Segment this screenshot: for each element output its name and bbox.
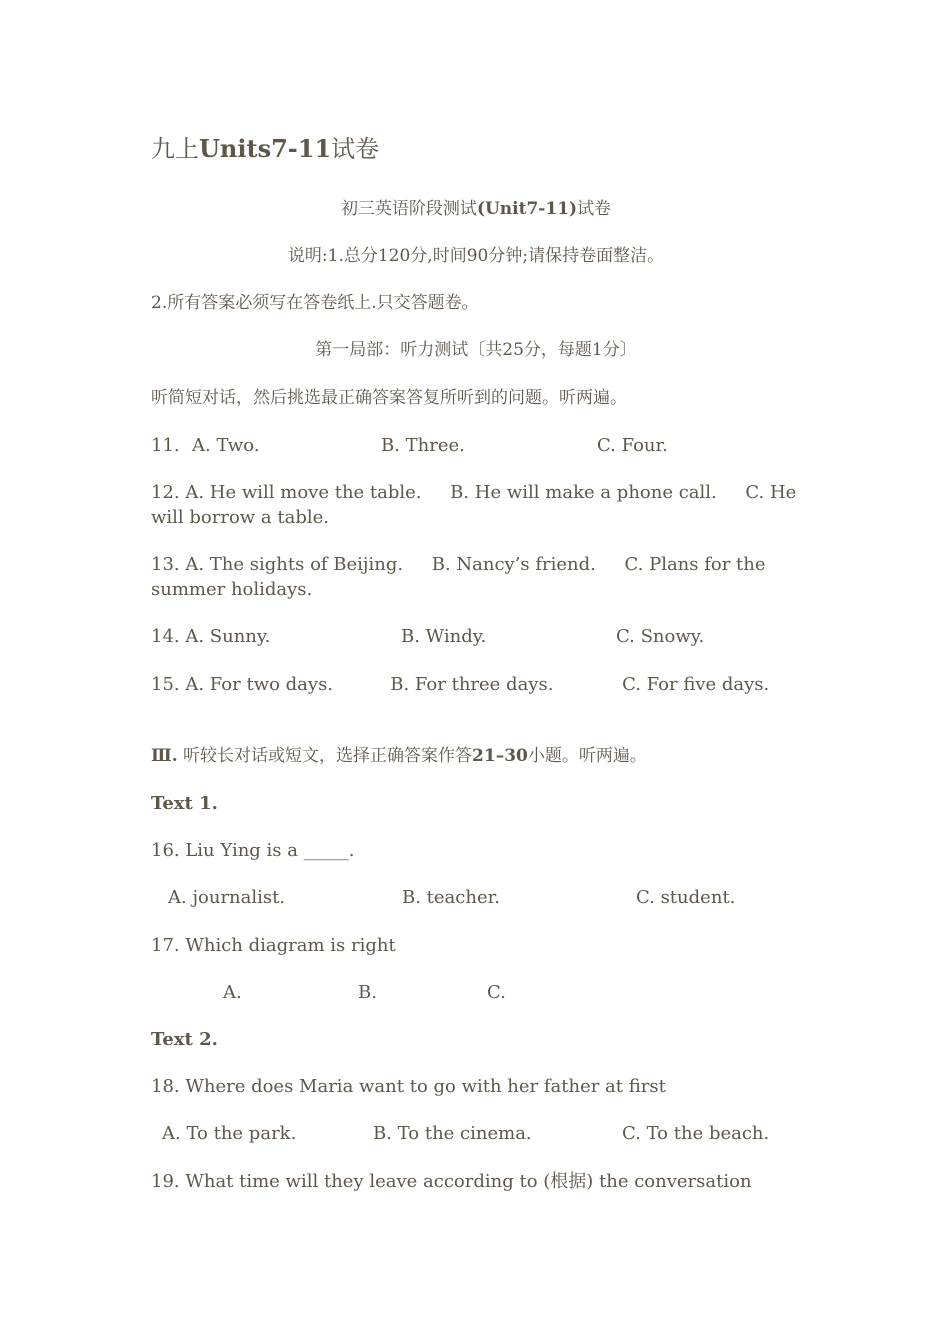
question-number: 11.: [151, 435, 180, 456]
question-12: 12. A. He will move the table. B. He will make a phone call. C. He will borrow a table.: [151, 482, 803, 528]
section-1-heading: 第一局部：听力测试〔共25分，每题1分〕: [315, 340, 637, 360]
section-3-directions: Ⅲ. 听较长对话或短文，选择正确答案作答21–30小题。听两遍。: [151, 746, 647, 766]
section-1-directions: 听简短对话，然后挑选最正确答案答复所听到的问题。听两遍。: [151, 388, 627, 408]
question-19: 19. What time will they leave according to (根据) the conversation: [151, 1171, 752, 1192]
option-c: C. To the beach.: [622, 1123, 770, 1144]
question-18: 18. Where does Maria want to go with her father at first: [151, 1076, 666, 1097]
question-17: 17. Which diagram is right: [151, 935, 396, 956]
option-a: A. Two.: [192, 435, 260, 456]
instructions-line-1: 说明:1.总分120分,时间90分钟;请保持卷面整洁。: [287, 246, 665, 266]
option-c: C. student.: [636, 887, 736, 908]
text-1-label: Text 1.: [151, 793, 218, 814]
document-subtitle: 初三英语阶段测试(Unit7-11)试卷: [340, 199, 612, 219]
option-b: B. Three.: [381, 435, 465, 456]
instructions-line-2: 2.所有答案必须写在答卷纸上.只交答题卷。: [151, 293, 479, 313]
option-b: B. teacher.: [402, 887, 500, 908]
text-2-label: Text 2.: [151, 1029, 218, 1050]
document-title: 九上Units7-11试卷: [151, 134, 380, 163]
option-b: B. Windy.: [401, 626, 487, 647]
option-b: B.: [358, 982, 377, 1003]
option-c: C. Four.: [597, 435, 668, 456]
option-b: B. To the cinema.: [373, 1123, 532, 1144]
option-c: C.: [487, 982, 506, 1003]
option-c: C. Snowy.: [616, 626, 705, 647]
option-a: A. journalist.: [168, 887, 286, 908]
option-a: A. To the park.: [162, 1123, 297, 1144]
question-15: 15. A. For two days. B. For three days. C. For five days.: [151, 674, 770, 695]
question-16: 16. Liu Ying is a _____.: [151, 840, 355, 861]
question-13: 13. A. The sights of Beijing. B. Nancy’s friend. C. Plans for the summer holidays.: [151, 554, 772, 600]
option-a: 14. A. Sunny.: [151, 626, 271, 647]
option-a: A.: [223, 982, 242, 1003]
